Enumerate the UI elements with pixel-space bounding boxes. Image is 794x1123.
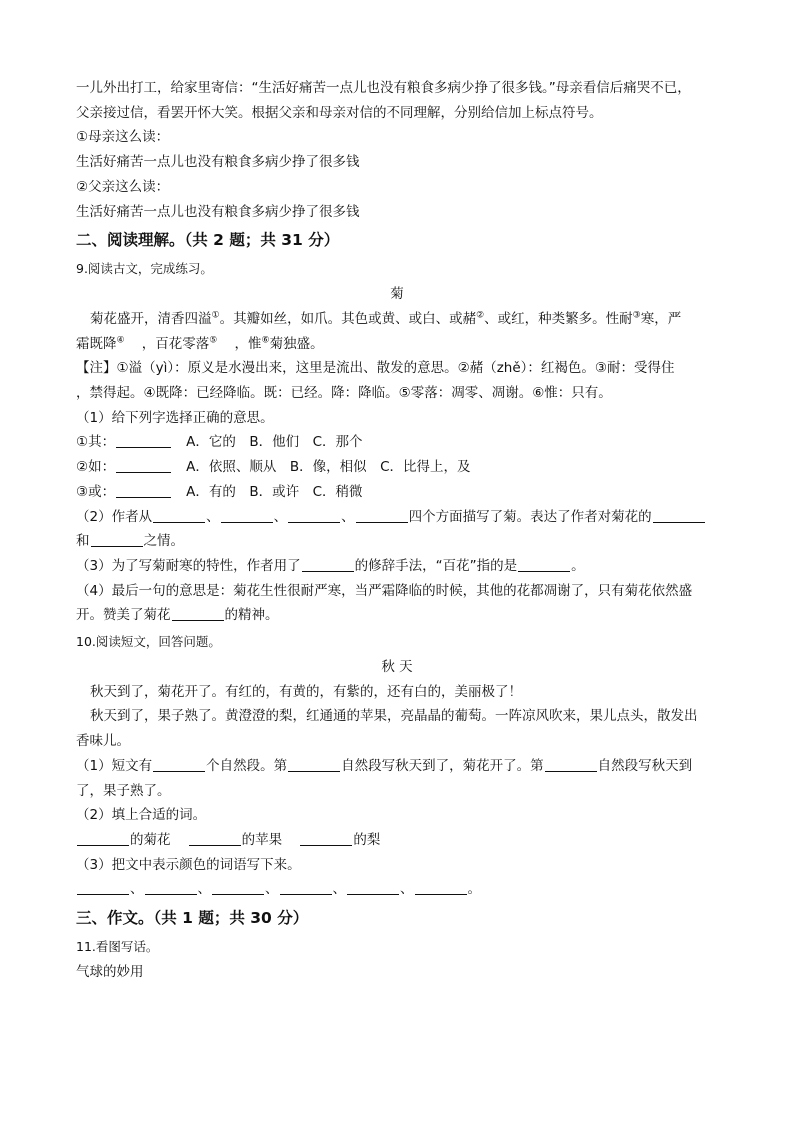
answer-blank[interactable] — [415, 879, 467, 895]
separator: 、 — [341, 508, 355, 525]
answer-blank[interactable] — [153, 507, 205, 523]
answer-blank[interactable] — [288, 507, 340, 523]
fill-text: 的苹果 — [241, 831, 283, 848]
q11-subtitle: 气球的妙用 — [76, 964, 144, 981]
answer-blank[interactable] — [288, 756, 340, 772]
footnote-mark: ② — [476, 310, 485, 321]
footnote-mark: ① — [211, 310, 220, 321]
page-content — [76, 76, 718, 985]
q9-sub-1: （1）给下列字选择正确的意思。 — [76, 409, 274, 426]
q10-passage-para-2: 秋天到了，果子熟了。黄澄澄的梨，红通通的苹果，亮晶晶的葡萄。一阵凉风吹来，果儿点头，散发出 — [90, 708, 698, 725]
separator: 、 — [400, 881, 414, 898]
question-text: 个自然段。第 — [206, 757, 288, 774]
q10-color-blanks — [76, 877, 718, 902]
answer-blank[interactable] — [518, 556, 570, 572]
answer-blank[interactable] — [153, 756, 205, 772]
answer-blank[interactable] — [221, 507, 273, 523]
q9-passage-text: ，百花零落 — [141, 335, 210, 352]
q8-line-1: 一儿外出打工，给家里寄信：“生活好痛苦一点儿也没有粮食多病少挣了很多钱。”母亲看信后痛哭不已， — [76, 80, 691, 96]
q8-mother-label: ①母亲这么读： — [76, 129, 170, 146]
answer-blank[interactable] — [545, 756, 597, 772]
separator: 、 — [273, 508, 288, 525]
answer-blank[interactable] — [77, 830, 129, 846]
q9-choice-3 — [76, 480, 718, 505]
separator: 、 — [130, 881, 144, 898]
question-text: （3）为了写菊耐寒的特性，作者用了 — [76, 557, 301, 574]
separator: 、 — [332, 881, 346, 898]
choice-label: ②如： — [76, 459, 116, 476]
answer-blank[interactable] — [145, 879, 197, 895]
separator: 、 — [197, 881, 211, 898]
answer-blank[interactable] — [212, 879, 264, 895]
fill-text: 的梨 — [353, 831, 381, 848]
answer-blank[interactable] — [356, 507, 408, 523]
q9-note-line-1: 【注】①溢（yì）：原义是水漫出来，这里是流出、散发的意思。②赭（zhě）：红褐色。③耐：受得住 — [76, 360, 675, 377]
q8-father-text: 生活好痛苦一点儿也没有粮食多病少挣了很多钱 — [76, 203, 360, 220]
q10-sub-1 — [76, 754, 718, 779]
section-2-heading: 二、阅读理解。（共 2 题；共 31 分） — [76, 231, 340, 250]
q9-note-line-2: ，禁得起。④既降：已经降临。既：已经。降：降临。⑤零落：凋零、凋谢。⑥惟：只有。 — [76, 385, 612, 402]
question-text: 的精神。 — [224, 607, 279, 624]
q10-passage-para-1: 秋天到了，菊花开了。有红的，有黄的，有紫的，还有白的，美丽极了！ — [90, 683, 522, 700]
q9-passage-text: 霜既降 — [76, 335, 117, 352]
q9-passage-text: 菊花盛开，清香四溢 — [90, 310, 212, 327]
choice-label: ①其： — [76, 434, 116, 451]
q9-sub-3 — [76, 554, 718, 579]
q9-passage-text: 。其瓣如丝，如爪。其色或黄、或白、或赭 — [219, 310, 477, 327]
question-text: 自然段写秋天到了，菊花开了。第 — [341, 757, 544, 774]
answer-blank[interactable] — [347, 879, 399, 895]
q9-sub-2 — [76, 505, 718, 530]
answer-blank[interactable] — [116, 457, 171, 473]
question-text: 和 — [76, 533, 90, 550]
q8-mother-text: 生活好痛苦一点儿也没有粮食多病少挣了很多钱 — [76, 154, 360, 171]
separator: 、 — [265, 881, 279, 898]
choice-options: A．有的 B．或许 C．稍微 — [186, 483, 363, 500]
answer-blank[interactable] — [280, 879, 332, 895]
question-text: 。 — [571, 557, 585, 574]
answer-blank[interactable] — [189, 830, 241, 846]
q9-choice-1 — [76, 430, 718, 455]
answer-blank[interactable] — [172, 605, 224, 621]
q10-passage-title: 秋 天 — [381, 659, 413, 676]
q9-choice-2 — [76, 455, 718, 480]
q10-passage-para-2-cont: 香味儿。 — [76, 733, 130, 750]
answer-blank[interactable] — [302, 556, 354, 572]
q10-fill-line — [76, 828, 718, 853]
answer-blank[interactable] — [77, 879, 129, 895]
q11-prompt: 11.看图写话。 — [76, 939, 159, 955]
question-text: （1）短文有 — [76, 757, 153, 774]
q10-sub-2: （2）填上合适的词。 — [76, 807, 207, 824]
question-text: 的修辞手法，“百花”指的是 — [354, 557, 518, 574]
q9-poem-title: 菊 — [390, 286, 404, 303]
q9-sub-4: （4）最后一句的意思是：菊花生性很耐严寒，当严霜降临的时候，其他的花都凋谢了，只有菊花依然盛 — [76, 582, 693, 599]
q9-passage-line-2 — [76, 332, 718, 357]
footnote-mark: ③ — [632, 310, 641, 321]
q9-passage-text: ，惟 — [234, 335, 262, 352]
q8-father-label: ②父亲这么读： — [76, 178, 170, 195]
separator: 、 — [206, 508, 220, 525]
answer-blank[interactable] — [653, 507, 705, 523]
answer-blank[interactable] — [116, 482, 171, 498]
question-text: 自然段写秋天到 — [597, 757, 693, 774]
answer-blank[interactable] — [91, 531, 143, 547]
answer-blank[interactable] — [116, 432, 171, 448]
q9-prompt: 9.阅读古文，完成练习。 — [76, 261, 213, 277]
section-3-heading: 三、作文。（共 1 题；共 30 分） — [76, 909, 309, 928]
q10-sub-3: （3）把文中表示颜色的词语写下来。 — [76, 856, 301, 873]
choice-options: A．依照、顺从 B．像，相似 C．比得上，及 — [186, 459, 471, 476]
fill-text: 的菊花 — [130, 831, 171, 848]
question-text: 开。赞美了菊花 — [76, 607, 171, 624]
q9-passage-text: 菊独盛。 — [269, 335, 324, 352]
choice-options: A．它的 B．他们 C．那个 — [186, 434, 363, 451]
q9-passage-line-1 — [76, 307, 718, 332]
q10-sub-1-cont: 了，果子熟了。 — [76, 782, 171, 799]
q8-line-2: 父亲接过信，看罢开怀大笑。根据父亲和母亲对信的不同理解，分别给信加上标点符号。 — [76, 104, 603, 121]
footnote-mark: ⑥ — [261, 335, 270, 346]
q9-sub-2-cont — [76, 529, 718, 554]
question-text: 四个方面描写了菊。表达了作者对菊花的 — [408, 508, 652, 525]
question-text: 之情。 — [143, 533, 184, 550]
q9-passage-text: 、或红，种类繁多。性耐 — [484, 310, 633, 327]
footnote-mark: ④ — [116, 335, 125, 346]
answer-blank[interactable] — [300, 830, 352, 846]
separator: 。 — [467, 881, 481, 898]
footnote-mark: ⑤ — [209, 335, 218, 346]
question-text: （2）作者从 — [76, 508, 153, 525]
q9-passage-text: 寒，严 — [640, 310, 682, 327]
q10-prompt: 10.阅读短文，回答问题。 — [76, 634, 221, 650]
choice-label: ③或： — [76, 483, 116, 500]
q9-sub-4-cont — [76, 603, 718, 628]
